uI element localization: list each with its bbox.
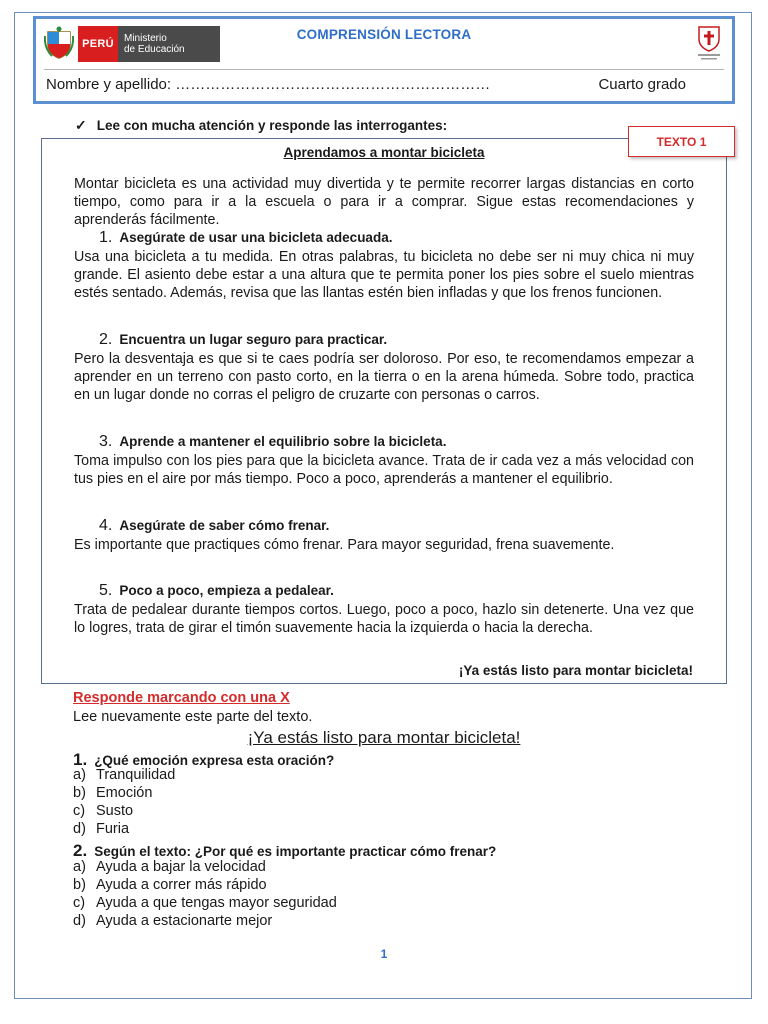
option-letter: b) xyxy=(73,877,86,893)
q2-option-b[interactable] xyxy=(73,877,267,893)
step-5-heading xyxy=(99,582,334,600)
step-4-heading xyxy=(99,517,329,535)
instruction xyxy=(75,117,447,134)
q1-option-b[interactable] xyxy=(73,785,152,801)
header-divider xyxy=(44,69,724,70)
reading-box xyxy=(41,138,727,684)
logo-ministry-line2: de Educación xyxy=(124,44,185,55)
step-2-number: 2. xyxy=(99,331,113,348)
step-5-number: 5. xyxy=(99,582,113,599)
option-text: Ayuda a que tengas mayor seguridad xyxy=(96,895,337,911)
option-text: Tranquilidad xyxy=(96,767,176,783)
quote-sentence: ¡Ya estás listo para montar bicicleta! xyxy=(247,728,521,747)
logo-country: PERÚ xyxy=(78,26,118,62)
step-1-number: 1. xyxy=(99,229,113,246)
step-1-text: Usa una bicicleta a tu medida. En otras palabras, tu bicicleta no debe ser ni muy chica ni muy grande. El asiento debe estar a una altura que te permita poner los pies sobre el suelo mientras estés sentado. Además, revisa que las llantas estén bien infladas y que los frenos funcionen. xyxy=(74,249,694,301)
page-number: 1 xyxy=(380,947,388,961)
option-text: Ayuda a estacionarte mejor xyxy=(96,913,273,929)
step-3-title: Aprende a mantener el equilibrio sobre la bicicleta. xyxy=(119,434,447,449)
name-field-label: Nombre y apellido: ……………………………………………………… xyxy=(46,76,491,93)
step-5-text: Trata de pedalear durante tiempos cortos. Luego, poco a poco, hazlo sin detenerte. Una vez que lo logres, trata de girar el timón suavemente hacia la izquierda o hacia la derecha. xyxy=(74,602,694,636)
option-text: Ayuda a bajar la velocidad xyxy=(96,859,266,875)
step-4-number: 4. xyxy=(99,517,113,534)
instruction-text: Lee con mucha atención y responde las interrogantes: xyxy=(96,118,448,133)
option-letter: b) xyxy=(73,785,86,801)
step-1-title: Asegúrate de usar una bicicleta adecuada. xyxy=(119,230,393,245)
step-2-heading xyxy=(99,331,387,349)
option-letter: d) xyxy=(73,913,86,929)
step-4-title: Asegúrate de saber cómo frenar. xyxy=(119,518,330,533)
step-2-text: Pero la desventaja es que si te caes podría ser doloroso. Por eso, te recomendamos empezar a aprender en un terreno con pasto corto, en la tierra o en la arena húmeda. Sobre todo, practica en un lugar donde no corras el peligro de cruzarte con personas o carros. xyxy=(74,351,694,403)
q2-option-d[interactable] xyxy=(73,913,272,929)
question-1-number: 1. xyxy=(73,750,88,769)
option-text: Ayuda a correr más rápido xyxy=(96,877,267,893)
question-2-number: 2. xyxy=(73,841,88,860)
header-top xyxy=(36,19,732,69)
texto-tag: TEXTO 1 xyxy=(628,126,735,157)
grade-label: Cuarto grado xyxy=(598,76,686,93)
reading-title: Aprendamos a montar bicicleta xyxy=(283,145,485,160)
page-title: COMPRENSIÓN LECTORA xyxy=(296,27,472,42)
step-3-number: 3. xyxy=(99,433,113,450)
step-3-text: Toma impulso con los pies para que la bicicleta avance. Trata de ir cada vez a más velocidad con tus pies en el aire por más tiempo. Poco a poco, aprenderás a mantener el equilibrio. xyxy=(74,453,694,487)
option-letter: a) xyxy=(73,767,86,783)
option-text: Susto xyxy=(96,803,134,819)
option-letter: a) xyxy=(73,859,86,875)
option-letter: c) xyxy=(73,895,86,911)
check-icon: ✓ xyxy=(75,117,87,133)
logo-ministry-line1: Ministerio xyxy=(124,33,167,44)
option-text: Furia xyxy=(96,821,130,837)
option-letter: c) xyxy=(73,803,86,819)
q1-option-c[interactable] xyxy=(73,803,133,819)
reading-intro: Montar bicicleta es una actividad muy divertida y te permite recorrer largas distancias en corto tiempo, como para ir a la escuela o para ir a comprar. Sigue estas recomendaciones y aprenderás fácilmente. xyxy=(74,176,694,228)
option-letter: d) xyxy=(73,821,86,837)
school-logo-icon xyxy=(696,25,722,61)
header-box xyxy=(33,16,735,104)
question-2-text: Según el texto: ¿Por qué es importante practicar cómo frenar? xyxy=(94,844,497,859)
step-4-text: Es importante que practiques cómo frenar. Para mayor seguridad, frena suavemente. xyxy=(74,537,615,553)
step-3-heading xyxy=(99,433,446,451)
q1-option-a[interactable] xyxy=(73,767,175,783)
respond-label: Responde marcando con una X xyxy=(73,690,290,706)
question-1-text: ¿Qué emoción expresa esta oración? xyxy=(94,753,335,768)
question-2 xyxy=(73,841,496,861)
step-1-heading xyxy=(99,229,392,247)
q2-option-c[interactable] xyxy=(73,895,337,911)
q2-option-a[interactable] xyxy=(73,859,266,875)
step-5-title: Poco a poco, empieza a pedalear. xyxy=(119,583,334,598)
q1-option-d[interactable] xyxy=(73,821,129,837)
step-2-title: Encuentra un lugar seguro para practicar. xyxy=(119,332,388,347)
reading-closing: ¡Ya estás listo para montar bicicleta! xyxy=(458,663,693,678)
option-text: Emoción xyxy=(96,785,153,801)
reread-instruction: Lee nuevamente este parte del texto. xyxy=(73,709,313,725)
